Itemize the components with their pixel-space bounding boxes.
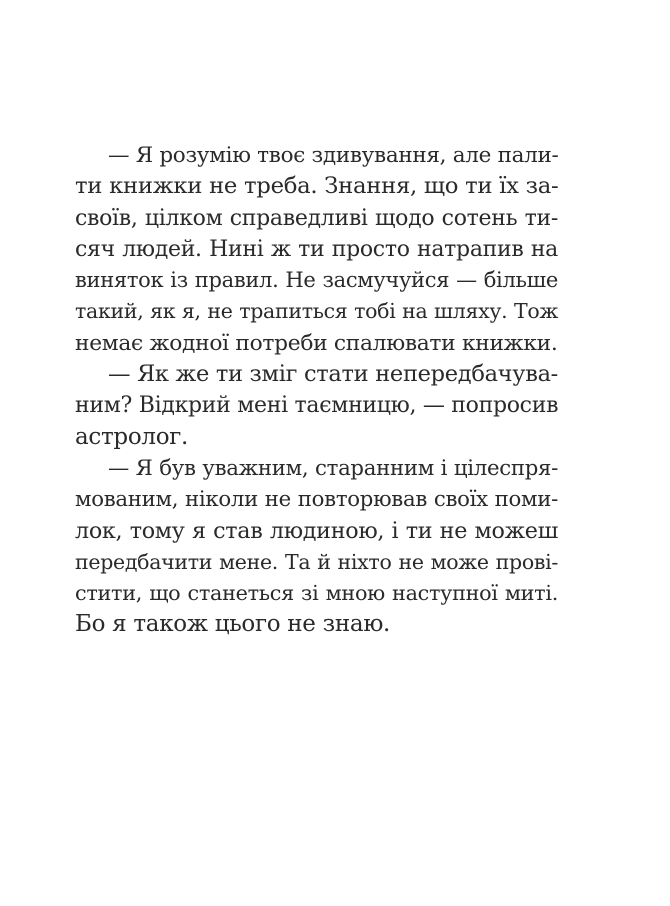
- text-line: — Я був уважним, старанним і цілеспря-: [108, 455, 558, 481]
- text-line: Бо я також цього не знаю.: [75, 611, 391, 638]
- text-line: ним? Відкрий мені таємницю, — попросив: [75, 393, 559, 419]
- text-line: астролог.: [75, 423, 189, 450]
- text-line: ти книжки не треба. Знання, що ти їх за-: [75, 173, 559, 200]
- text-line: немає жодної потреби спалювати книжки.: [75, 330, 558, 356]
- text-line: лок, тому я став людиною, і ти не можеш: [75, 517, 558, 544]
- text-line: сяч людей. Нині ж ти просто натрапив на: [75, 236, 558, 262]
- paragraph-2: [75, 359, 558, 453]
- paragraph-3: [75, 453, 558, 641]
- text-line: — Я розумію твоє здивування, але пали-: [108, 143, 559, 168]
- text-line: — Як же ти зміг стати непередбачува-: [108, 361, 558, 388]
- text-line: мованим, ніколи не повторював своїх поми-: [75, 487, 558, 513]
- paragraph-1: [75, 140, 558, 359]
- text-line: виняток із правил. Не засмучуйся — більше: [75, 268, 558, 293]
- text-line: такий, як я, не трапиться тобі на шляху. Тож: [75, 299, 558, 324]
- text-line: передбачити мене. Та й ніхто не може прові-: [75, 549, 558, 574]
- text-line: стити, що станеться зі мною наступної миті.: [75, 581, 558, 606]
- text-line: своїв, цілком справедливі щодо сотень ти-: [75, 205, 558, 231]
- body-text: [75, 140, 558, 641]
